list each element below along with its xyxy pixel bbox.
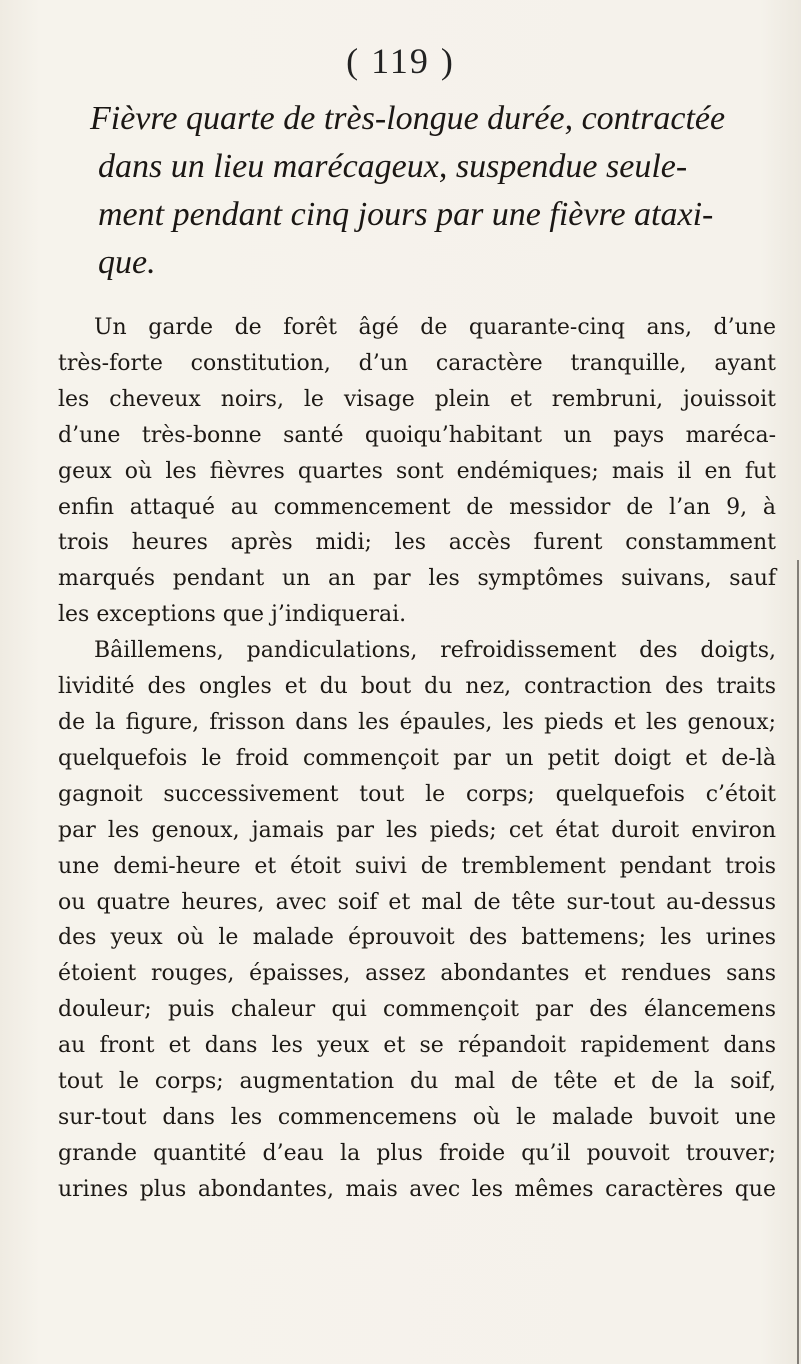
text-line: trois heures après midi; les accès furent constamment (58, 530, 776, 556)
text-line: les exceptions que j’indiquerai. (58, 602, 407, 628)
text-line: grande quantité d’eau la plus froide qu’il pouvoit trouver; (58, 1140, 776, 1166)
text-line: Bâillemens, pandiculations, refroidissement des doigts, (94, 638, 776, 664)
text-line: par les genoux, jamais par les pieds; cet état duroit environ (58, 817, 776, 843)
text-line: les cheveux noirs, le visage plein et rembruni, jouissoit (58, 386, 776, 412)
section-title (90, 95, 780, 287)
title-line: dans un lieu marécageux, suspendue seule- (98, 148, 688, 185)
text-line: tout le corps; augmentation du mal de tête et de la soif, (58, 1069, 776, 1095)
text-line: lividité des ongles et du bout du nez, contraction des traits (58, 674, 776, 700)
page-number: ( 119 ) (346, 41, 455, 81)
title-line: que. (98, 244, 156, 281)
text-line: urines plus abondantes, mais avec les mêmes caractères que (58, 1176, 776, 1202)
text-line: enfin attaqué au commencement de messidor de l’an 9, à (58, 494, 776, 520)
title-line: ment pendant cinq jours par une fièvre ataxi- (98, 196, 714, 233)
text-line: gagnoit successivement tout le corps; quelquefois c’étoit (58, 781, 776, 807)
text-line: sur-tout dans les commencemens où le malade buvoit une (58, 1104, 776, 1130)
text-line: Un garde de forêt âgé de quarante-cinq ans, d’une (94, 315, 776, 340)
text-line: d’une très-bonne santé quoiqu’habitant un pays maréca- (58, 422, 776, 448)
text-line: douleur; puis chaleur qui commençoit par des élancemens (58, 997, 776, 1023)
text-line: une demi-heure et étoit suivi de tremblement pendant trois (58, 853, 776, 879)
paragraph-2 (58, 633, 796, 1208)
text-line: étoient rouges, épaisses, assez abondantes et rendues sans (58, 961, 776, 987)
title-line: Fièvre quarte de très-longue durée, contractée (90, 100, 726, 137)
text-line: des yeux où le malade éprouvoit des battemens; les urines (58, 925, 776, 951)
text-line: quelquefois le froid commençoit par un petit doigt et de-là (58, 745, 776, 771)
body-text (58, 310, 796, 1208)
text-line: ou quatre heures, avec soif et mal de tête sur-tout au-dessus (58, 889, 776, 915)
paragraph-1 (58, 310, 796, 633)
text-line: marqués pendant un an par les symptômes suivans, sauf (58, 566, 776, 592)
text-line: très-forte constitution, d’un caractère tranquille, ayant (58, 350, 776, 376)
text-line: de la figure, frisson dans les épaules, les pieds et les genoux; (58, 709, 776, 735)
text-line: geux où les fièvres quartes sont endémiques; mais il en fut (58, 458, 776, 484)
text-line: au front et dans les yeux et se répandoit rapidement dans (58, 1033, 776, 1059)
page-edge-line (797, 560, 799, 1364)
